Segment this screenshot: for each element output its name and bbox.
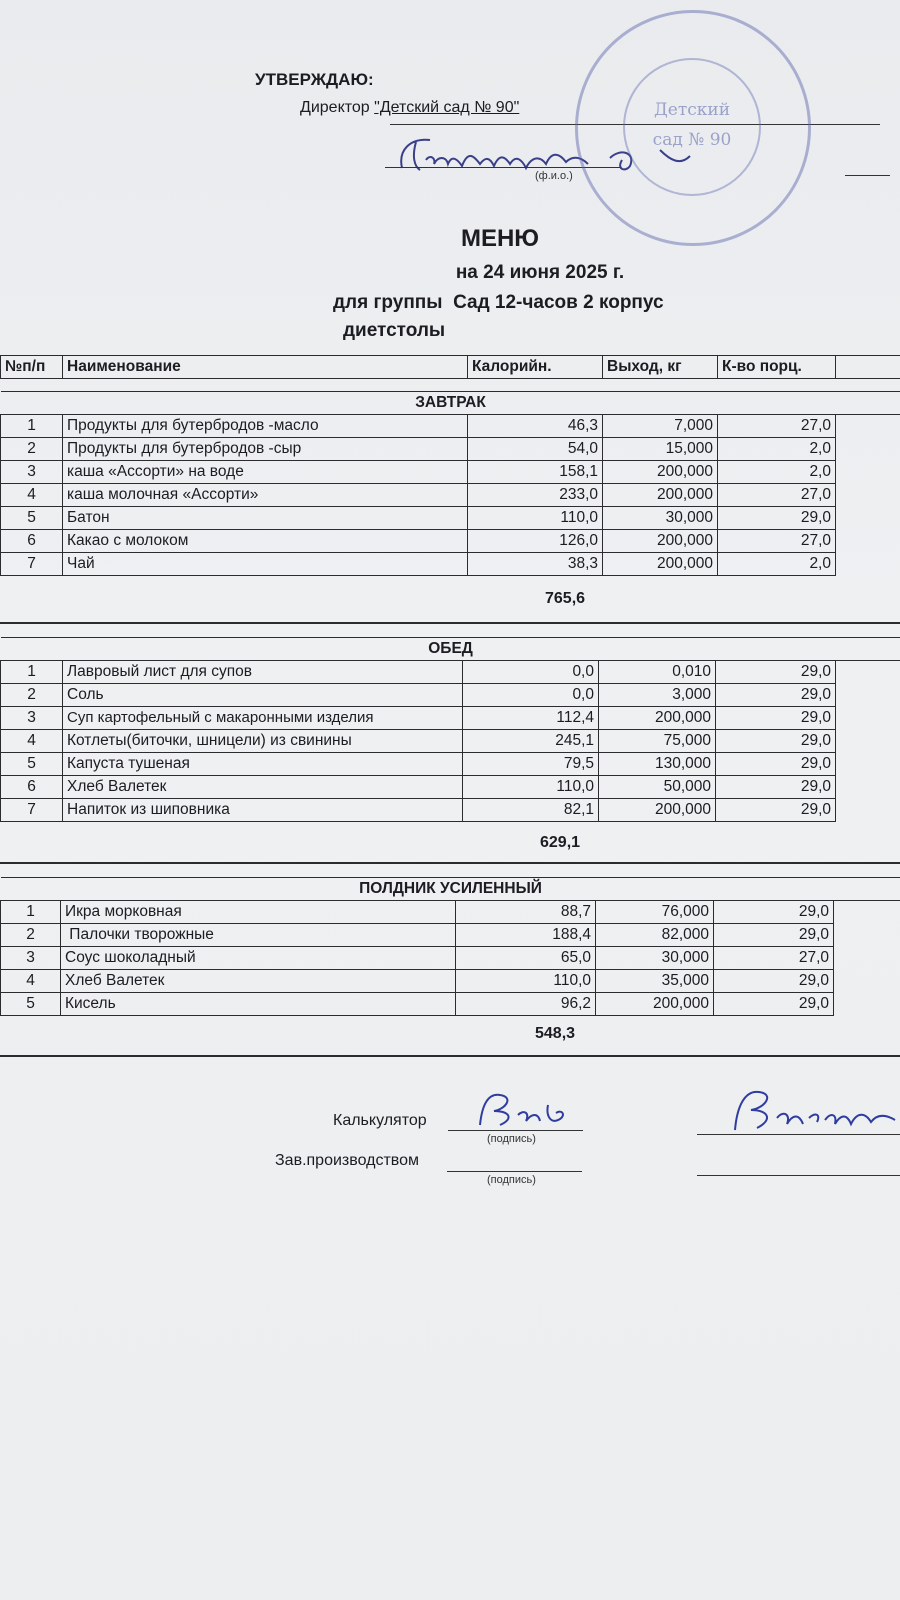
row-calories: 110,0 [463,776,599,799]
section-divider [0,622,900,624]
organization-stamp [575,10,811,246]
table-row [1,799,900,822]
row-num: 7 [1,799,63,822]
col-portions-header: К-во порц. [718,356,836,379]
row-yield: 0,010 [599,661,716,684]
table-row [1,993,900,1016]
row-calories: 65,0 [456,947,596,970]
row-num: 4 [1,970,61,993]
row-blank [834,970,900,993]
table-row [1,924,900,947]
row-num: 3 [1,461,63,484]
row-calories: 82,1 [463,799,599,822]
row-num: 1 [1,901,61,924]
director-org: "Детский сад № 90" [374,99,520,116]
row-yield: 200,000 [596,993,714,1016]
row-blank [836,707,900,730]
row-num: 4 [1,484,63,507]
row-yield: 7,000 [603,415,718,438]
row-blank [836,438,900,461]
row-num: 2 [1,924,61,947]
row-yield: 200,000 [603,484,718,507]
table-row [1,661,900,684]
row-portions: 29,0 [714,970,834,993]
row-blank [836,530,900,553]
table-row [1,530,900,553]
row-blank [836,776,900,799]
row-blank [836,753,900,776]
row-name: Палочки творожные [61,924,456,947]
row-portions: 27,0 [718,484,836,507]
row-yield: 82,000 [596,924,714,947]
row-name: Напиток из шиповника [63,799,463,822]
row-blank [836,730,900,753]
row-yield: 76,000 [596,901,714,924]
section-lunch [0,637,900,822]
row-num: 5 [1,753,63,776]
row-calories: 38,3 [468,553,603,576]
row-blank [834,993,900,1016]
menu-group: для группы Сад 12-часов 2 корпус [333,292,664,313]
table-row [1,707,900,730]
col-calories-header: Калорийн. [468,356,603,379]
section-divider [0,862,900,864]
approval-heading: УТВЕРЖДАЮ: [255,70,374,89]
row-calories: 110,0 [456,970,596,993]
table-row [1,484,900,507]
row-name: Капуста тушеная [63,753,463,776]
row-num: 6 [1,776,63,799]
section-total: 765,6 [545,590,586,607]
menu-date: на 24 июня 2025 г. [455,262,625,283]
table-row [1,901,900,924]
section-total: 629,1 [540,834,581,851]
calculator-name-handwriting [725,1080,900,1140]
row-portions: 2,0 [718,553,836,576]
stamp-line-2: сад № 90 [652,130,732,150]
row-yield: 200,000 [603,530,718,553]
row-calories: 233,0 [468,484,603,507]
row-blank [834,924,900,947]
row-yield: 50,000 [599,776,716,799]
row-portions: 29,0 [716,776,836,799]
production-signature-line [447,1171,582,1172]
row-calories: 46,3 [468,415,603,438]
row-yield: 75,000 [599,730,716,753]
row-name: Соус шоколадный [61,947,456,970]
fio-caption: (ф.и.о.) [535,170,573,182]
director-prefix: Директор [300,99,370,116]
row-yield: 35,000 [596,970,714,993]
row-yield: 200,000 [603,461,718,484]
row-calories: 110,0 [468,507,603,530]
row-portions: 29,0 [716,730,836,753]
row-portions: 29,0 [716,707,836,730]
row-name: Продукты для бутербродов -сыр [63,438,468,461]
row-calories: 54,0 [468,438,603,461]
row-name: Икра морковная [61,901,456,924]
row-name: каша молочная «Ассорти» [63,484,468,507]
production-manager-label: Зав.производством [275,1152,419,1169]
col-num-header: №п/п [1,356,63,379]
row-yield: 30,000 [596,947,714,970]
table-row [1,415,900,438]
row-yield: 15,000 [603,438,718,461]
row-num: 5 [1,993,61,1016]
row-portions: 27,0 [714,947,834,970]
row-portions: 29,0 [714,901,834,924]
row-name: Кисель [61,993,456,1016]
row-name: Котлеты(биточки, шницели) из свинины [63,730,463,753]
row-num: 7 [1,553,63,576]
row-portions: 29,0 [716,753,836,776]
row-num: 5 [1,507,63,530]
stamp-line-1: Детский [653,100,731,120]
row-portions: 2,0 [718,438,836,461]
calculator-signature-caption: (подпись) [487,1133,536,1145]
row-blank [836,661,900,684]
row-portions: 2,0 [718,461,836,484]
row-blank [836,415,900,438]
table-row [1,753,900,776]
row-calories: 126,0 [468,530,603,553]
row-portions: 29,0 [716,661,836,684]
row-yield: 3,000 [599,684,716,707]
row-num: 4 [1,730,63,753]
row-portions: 27,0 [718,530,836,553]
row-blank [836,684,900,707]
row-yield: 200,000 [599,799,716,822]
row-name: Батон [63,507,468,530]
row-calories: 188,4 [456,924,596,947]
row-blank [836,484,900,507]
row-calories: 0,0 [463,684,599,707]
section-afternoon-snack [0,877,900,1016]
table-row [1,970,900,993]
row-calories: 88,7 [456,901,596,924]
calculator-label: Калькулятор [333,1112,427,1129]
row-name: Чай [63,553,468,576]
row-name: каша «Ассорти» на воде [63,461,468,484]
row-num: 1 [1,415,63,438]
row-num: 1 [1,661,63,684]
row-name: Хлеб Валетек [61,970,456,993]
row-num: 2 [1,684,63,707]
section-title: ЗАВТРАК [1,392,900,415]
section-title: ОБЕД [1,638,900,661]
row-blank [834,947,900,970]
row-num: 3 [1,707,63,730]
row-calories: 0,0 [463,661,599,684]
table-row [1,553,900,576]
col-name-header: Наименование [63,356,468,379]
row-calories: 112,4 [463,707,599,730]
row-name: Продукты для бутербродов -масло [63,415,468,438]
row-yield: 130,000 [599,753,716,776]
column-header-row [0,355,900,379]
menu-subgroup: диетстолы [343,320,446,341]
row-calories: 245,1 [463,730,599,753]
director-line [300,99,519,117]
row-portions: 29,0 [716,684,836,707]
row-portions: 29,0 [714,993,834,1016]
calculator-signature [470,1085,580,1135]
row-portions: 29,0 [718,507,836,530]
row-calories: 96,2 [456,993,596,1016]
table-row [1,507,900,530]
table-row [1,947,900,970]
row-blank [834,901,900,924]
table-row [1,776,900,799]
row-num: 6 [1,530,63,553]
col-empty [836,356,900,379]
row-name: Хлеб Валетек [63,776,463,799]
row-name: Соль [63,684,463,707]
table-row [1,438,900,461]
row-blank [836,799,900,822]
row-yield: 200,000 [599,707,716,730]
row-portions: 27,0 [718,415,836,438]
section-divider [0,1055,900,1057]
section-title: ПОЛДНИК УСИЛЕННЫЙ [1,878,900,901]
row-blank [836,553,900,576]
row-portions: 29,0 [716,799,836,822]
row-yield: 200,000 [603,553,718,576]
table-row [1,684,900,707]
row-calories: 158,1 [468,461,603,484]
row-name: Какао с молоком [63,530,468,553]
section-total: 548,3 [535,1025,576,1042]
row-num: 3 [1,947,61,970]
row-blank [836,507,900,530]
col-yield-header: Выход, кг [603,356,718,379]
row-portions: 29,0 [714,924,834,947]
table-row [1,730,900,753]
row-yield: 30,000 [603,507,718,530]
row-name: Суп картофельный с макаронными изделия [63,707,463,730]
row-name: Лавровый лист для супов [63,661,463,684]
production-name-line [697,1175,900,1176]
row-num: 2 [1,438,63,461]
production-signature-caption: (подпись) [487,1174,536,1186]
menu-title: МЕНЮ [460,225,540,252]
row-calories: 79,5 [463,753,599,776]
section-breakfast [0,391,900,576]
fio-signature-line-right [845,175,890,176]
table-row [1,461,900,484]
row-blank [836,461,900,484]
